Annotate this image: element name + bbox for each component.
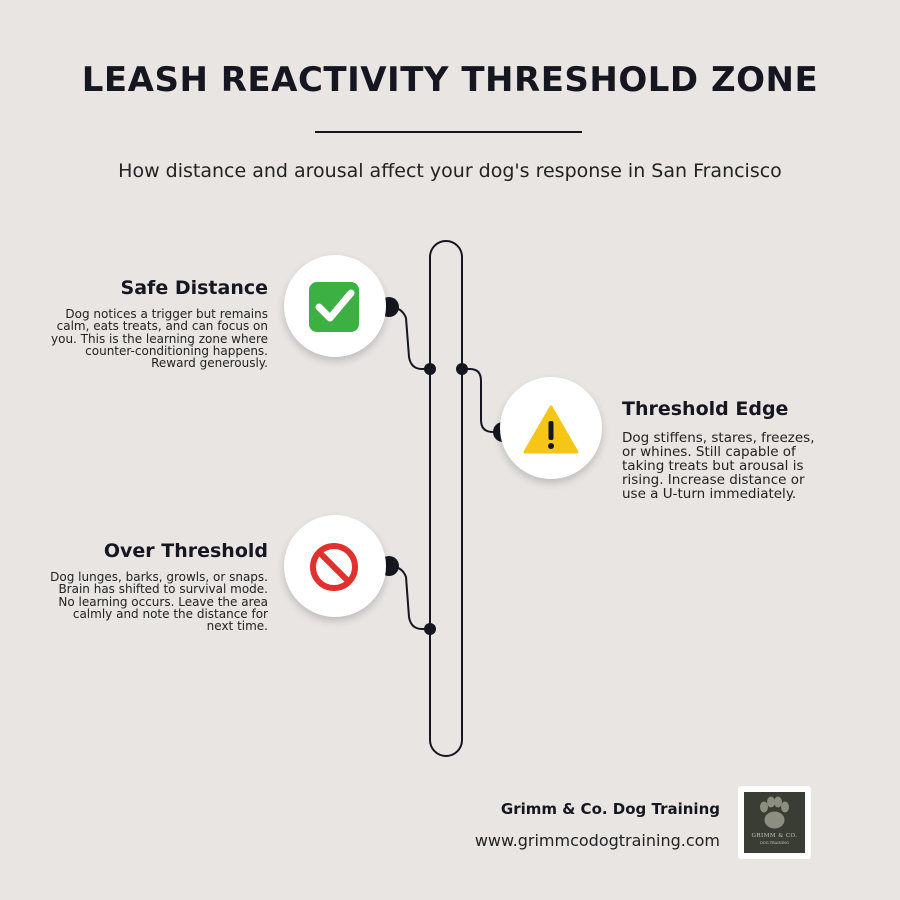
stage-desc-threshold-edge: Dog stiffens, stares, freezes, or whines. Still capable of taking treats but arousal is rising. Increase distance or use a U-turn immediately. — [622, 430, 815, 502]
stage-title-safe-distance: Safe Distance — [120, 277, 268, 299]
stage-title-over-threshold: Over Threshold — [103, 540, 268, 562]
badge-threshold-edge — [500, 377, 602, 479]
connector-over-threshold — [389, 566, 430, 629]
brand-url[interactable]: www.grimmcodogtraining.com — [474, 831, 720, 850]
page-title: LEASH REACTIVITY THRESHOLD ZONE — [81, 60, 819, 100]
stage-desc-over-threshold: Dog lunges, barks, growls, or snaps. Brain has shifted to survival mode. No learning occurs. Leave the area calmly and note the distance for next time. — [50, 570, 268, 634]
track-dot-over-threshold — [424, 623, 436, 635]
warning-icon — [500, 377, 602, 479]
brand-name: Grimm & Co. Dog Training — [500, 800, 720, 818]
connector-threshold-edge — [462, 369, 503, 432]
stage-desc-safe-distance: Dog notices a trigger but remains calm, eats treats, and can focus on you. This is the learning zone where counter-conditioning happens. Reward generously. — [51, 307, 268, 371]
track-dot-threshold-edge — [456, 363, 468, 375]
track-dot-safe-distance — [424, 363, 436, 375]
check-mark-icon — [284, 255, 386, 357]
prohibited-icon — [284, 515, 386, 617]
timeline-track — [430, 241, 462, 756]
brand-logo — [738, 786, 811, 859]
badge-over-threshold — [284, 515, 386, 617]
stage-title-threshold-edge: Threshold Edge — [622, 398, 789, 420]
logo-text: GRIMM & CO. — [751, 833, 798, 839]
connector-safe-distance — [389, 307, 430, 369]
badge-safe-distance — [284, 255, 386, 357]
page-subtitle: How distance and arousal affect your dog's response in San Francisco — [118, 160, 782, 182]
logo-subtext: DOG TRAINING — [760, 841, 789, 845]
